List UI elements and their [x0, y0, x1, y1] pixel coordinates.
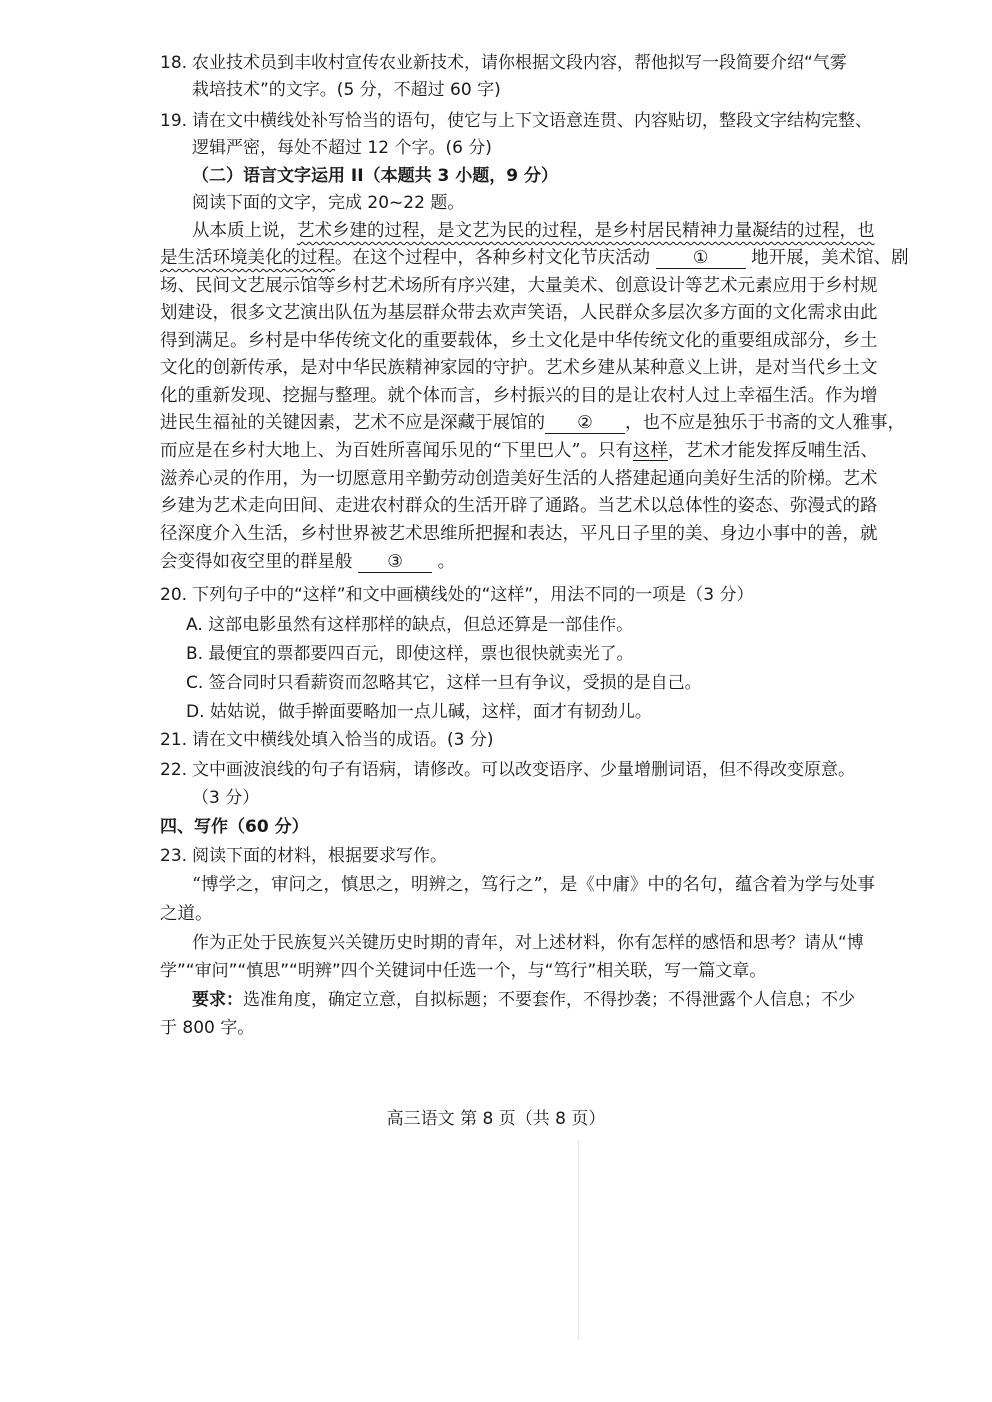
passage-text: 会变得如夜空里的群星般	[160, 552, 353, 572]
q23-number: 23.	[160, 846, 188, 866]
q21-text: 请在文中横线处填入恰当的成语。(3 分)	[192, 730, 494, 750]
passage-line-9	[160, 438, 878, 464]
q18-line-2: 栽培技术”的文字。(5 分，不超过 60 字)	[192, 80, 501, 100]
passage-text: ，也不应是独乐于书斋的文人雅事，	[625, 413, 905, 433]
wavy-sentence-part-1: 艺术乡建的过程，是文艺为民的过程，是乡村居民精神力量凝结的过程，也	[297, 221, 875, 241]
wavy-sentence-part-2: 是生活环境美化的过程	[160, 248, 335, 268]
section-4-heading: 四、写作（60 分）	[160, 817, 309, 837]
q18-line-1	[160, 50, 872, 76]
q20-option-c: C. 签合同时只看薪资而忽略其它，这样一旦有争议，受损的是自己。	[186, 673, 702, 693]
q20-text: 下列句子中的“这样”和文中画横线处的“这样”，用法不同的一项是（3 分）	[192, 585, 754, 605]
passage-line-10: 滋养心灵的作用，为一切愿意用辛勤劳动创造美好生活的人搭建起通向美好生活的阶梯。艺术	[160, 469, 878, 489]
q23-stem	[160, 843, 872, 869]
section-2-instruction: 阅读下面的文字，完成 20~22 题。	[192, 193, 465, 213]
q20-option-b: B. 最便宜的票都要四百元，即使这样，票也很快就卖光了。	[186, 644, 634, 664]
q23-requirement-line-1	[160, 987, 872, 1013]
requirement-label: 要求：	[192, 990, 243, 1010]
q21	[160, 727, 872, 753]
q23-prompt-line-2: 学”“审问”“慎思”“明辨”四个关键词中任选一个，与“笃行”相关联，写一篇文章。	[160, 961, 767, 981]
q23-prompt-line-1: 作为正处于民族复兴关键历史时期的青年，对上述材料，你有怎样的感悟和思考？请从“博	[192, 933, 864, 953]
q19-text-1: 请在文中横线处补写恰当的语句，使它与上下文语意连贯、内容贴切，整段文字结构完整、	[192, 111, 872, 131]
q18-text-1: 农业技术员到丰收村宣传农业新技术，请你根据文段内容，帮他拟写一段简要介绍“气雾	[192, 53, 847, 73]
passage-line-6: 文化的创新传承，是对中华民族精神家园的守护。艺术乡建从某种意义上讲，是对当代乡土文	[160, 358, 878, 378]
q20-option-d: D. 姑姑说，做手擀面要略加一点儿碱，这样，面才有韧劲儿。	[186, 702, 652, 722]
q19-number: 19.	[160, 111, 188, 131]
passage-line-4: 划建设，很多文艺演出队伍为基层群众带去欢声笑语，人民群众多层次多方面的文化需求由此	[160, 303, 878, 323]
passage-line-5: 得到满足。乡村是中华传统文化的重要载体，乡土文化是中华传统文化的重要组成部分，乡土	[160, 331, 878, 351]
passage-line-12: 径深度介入生活，乡村世界被艺术思维所把握和表达，平凡日子里的美、身边小事中的善，就	[160, 524, 878, 544]
q22-line-2: （3 分）	[192, 788, 260, 808]
q23-requirement-line-2: 于 800 字。	[160, 1018, 255, 1038]
passage-line-1	[160, 218, 875, 244]
requirement-text: 选准角度，确定立意，自拟标题；不要套作，不得抄袭；不得泄露个人信息；不少	[243, 990, 855, 1010]
blank-3: ③	[358, 552, 432, 573]
passage-text: 地开展，美术馆、剧	[751, 248, 909, 268]
q23-material-line-2: 之道。	[160, 904, 213, 924]
q18-number: 18.	[160, 53, 188, 73]
passage-line-2	[160, 245, 909, 271]
q20-number: 20.	[160, 585, 188, 605]
blank-1: ①	[656, 248, 746, 269]
passage-text: 进民生福祉的关键因素，艺术不应是深藏于展馆的	[160, 413, 545, 433]
underlined-zheyang: 这样	[632, 441, 668, 461]
passage-line-3: 场、民间文艺展示馆等乡村艺术场所有序兴建，大量美术、创意设计等艺术元素应用于乡村规	[160, 276, 878, 296]
q20-stem	[160, 582, 872, 608]
passage-line-8	[160, 410, 905, 436]
q23-text: 阅读下面的材料，根据要求写作。	[192, 846, 447, 866]
page-footer: 高三语文 第 8 页（共 8 页）	[386, 1109, 606, 1129]
q19-line-2: 逻辑严密，每处不超过 12 个字。(6 分)	[192, 138, 492, 158]
q23-material-line-1: “博学之，审问之，慎思之，明辨之，笃行之”，是《中庸》中的名句，蕴含着为学与处事	[192, 875, 875, 895]
scan-artifact-line	[578, 1140, 579, 1340]
passage-text: ，艺术才能发挥反哺生活、	[667, 441, 878, 461]
passage-text: 。	[437, 552, 456, 572]
passage-line-11: 乡建为艺术走向田间、走进农村群众的生活开辟了通路。当艺术以总体性的姿态、弥漫式的路	[160, 496, 878, 516]
q22-text-1: 文中画波浪线的句子有语病，请修改。可以改变语序、少量增删词语，但不得改变原意。	[192, 760, 855, 780]
blank-2: ②	[545, 413, 625, 434]
passage-text: 而应是在乡村大地上、为百姓所喜闻乐见的“下里巴人”。只有	[160, 441, 633, 461]
q22-line-1	[160, 757, 872, 783]
passage-line-13	[160, 549, 872, 575]
passage-line-7: 化的重新发现、挖掘与整理。就个体而言，乡村振兴的目的是让农村人过上幸福生活。作为增	[160, 386, 878, 406]
passage-text: 。在这个过程中，各种乡村文化节庆活动	[335, 248, 650, 268]
passage-text: 从本质上说，	[192, 221, 297, 241]
q22-number: 22.	[160, 760, 188, 780]
q21-number: 21.	[160, 730, 188, 750]
q20-option-a: A. 这部电影虽然有这样那样的缺点，但总还算是一部佳作。	[186, 615, 634, 635]
section-2-heading: （二）语言文字运用 II（本题共 3 小题，9 分）	[192, 166, 558, 186]
q19-line-1	[160, 108, 872, 134]
